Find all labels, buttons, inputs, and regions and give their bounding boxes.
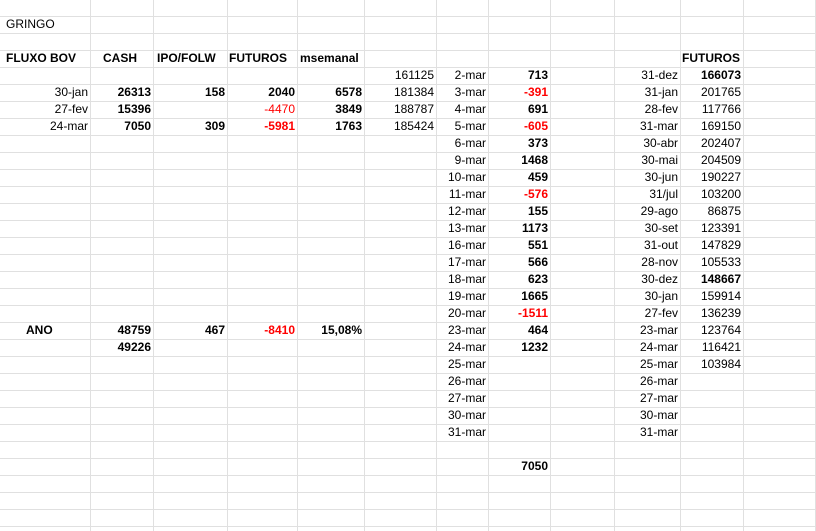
futuros-date[interactable]: 26-mar (639, 374, 678, 388)
futuros-date[interactable]: 28-nov (641, 255, 678, 269)
futuros-date[interactable]: 31-out (643, 238, 678, 252)
daily-value[interactable]: 623 (527, 272, 548, 286)
futuros-date[interactable]: 27-fev (644, 306, 678, 320)
futuros-date[interactable]: 28-fev (644, 102, 678, 116)
daily-date[interactable]: 18-mar (447, 272, 486, 286)
futuros-value[interactable]: 116421 (701, 340, 741, 354)
futuros-value[interactable]: 136239 (700, 306, 741, 320)
daily-value[interactable]: 373 (527, 136, 548, 150)
daily-value[interactable]: 691 (527, 102, 548, 116)
futuros-date[interactable]: 30-mai (641, 153, 678, 167)
futuros-value[interactable]: 123391 (700, 221, 741, 235)
grid-vline (227, 0, 228, 531)
grid-vline (297, 0, 298, 531)
daily-date[interactable]: 2-mar (454, 68, 486, 82)
header-futuros[interactable]: FUTUROS (229, 51, 287, 65)
daily-date[interactable]: 23-mar (447, 323, 486, 337)
futuros-value[interactable]: 190227 (700, 170, 741, 184)
header-fluxo-bov[interactable]: FLUXO BOV (6, 51, 77, 65)
daily-date[interactable]: 12-mar (447, 204, 486, 218)
ano-ipo[interactable]: 467 (204, 323, 225, 337)
daily-date[interactable]: 24-mar (447, 340, 486, 354)
daily-date[interactable]: 26-mar (447, 374, 486, 388)
daily-date[interactable]: 13-mar (447, 221, 486, 235)
flow-futuros[interactable]: -5981 (264, 119, 295, 133)
flow-msemanal[interactable]: 1763 (335, 119, 362, 133)
daily-value[interactable]: 155 (527, 204, 548, 218)
daily-date[interactable]: 17-mar (447, 255, 486, 269)
daily-date[interactable]: 16-mar (447, 238, 486, 252)
g-value[interactable]: 185424 (393, 119, 434, 133)
header-msemanal[interactable]: msemanal (300, 51, 359, 65)
futuros-date[interactable]: 31-mar (639, 119, 678, 133)
futuros-date[interactable]: 31-jan (644, 85, 678, 99)
daily-value[interactable] (488, 390, 550, 407)
flow-ipo[interactable]: 309 (204, 119, 225, 133)
grid-hline (0, 33, 816, 34)
daily-value[interactable]: -1511 (517, 306, 548, 320)
daily-value[interactable]: 566 (527, 255, 548, 269)
futuros-value[interactable] (680, 407, 743, 424)
ano-msemanal[interactable]: 15,08% (321, 323, 362, 337)
ano-cash-total[interactable]: 49226 (117, 340, 151, 354)
daily-date[interactable]: 3-mar (454, 85, 486, 99)
flow-ipo[interactable]: 158 (204, 85, 225, 99)
flow-futuros[interactable]: -4470 (264, 102, 295, 116)
flow-date[interactable]: 27-fev (54, 102, 88, 116)
futuros-date[interactable]: 25-mar (639, 357, 678, 371)
futuros-value[interactable]: 117766 (701, 102, 741, 116)
ano-futuros[interactable]: -8410 (264, 323, 295, 337)
header-futuros-right[interactable]: FUTUROS (682, 51, 740, 65)
futuros-date[interactable]: 30-jun (644, 170, 678, 184)
daily-date[interactable]: 6-mar (454, 136, 486, 150)
futuros-value[interactable]: 159914 (700, 289, 741, 303)
daily-value[interactable]: -391 (523, 85, 548, 99)
futuros-value[interactable]: 103984 (700, 357, 741, 371)
daily-date[interactable]: 31-mar (447, 425, 486, 439)
ano-cash[interactable]: 48759 (117, 323, 151, 337)
daily-value[interactable] (488, 407, 550, 424)
futuros-date[interactable]: 29-ago (640, 204, 678, 218)
g-value[interactable]: 161125 (394, 68, 434, 82)
flow-date[interactable]: 30-jan (54, 85, 88, 99)
grid-hline (0, 475, 816, 476)
daily-value[interactable]: -576 (523, 187, 548, 201)
daily-value[interactable] (488, 356, 550, 373)
daily-value[interactable]: 713 (527, 68, 548, 82)
g-value[interactable]: 188787 (393, 102, 434, 116)
header-cash[interactable]: CASH (103, 51, 138, 65)
futuros-date[interactable]: 30-jan (644, 289, 678, 303)
daily-value[interactable]: 1173 (521, 221, 548, 235)
grid-hline (0, 458, 816, 459)
futuros-value[interactable] (680, 373, 743, 390)
daily-date[interactable]: 27-mar (447, 391, 486, 405)
flow-msemanal[interactable]: 6578 (335, 85, 362, 99)
daily-date[interactable]: 4-mar (454, 102, 486, 116)
daily-total[interactable]: 7050 (521, 459, 548, 473)
sheet-title[interactable]: GRINGO (6, 17, 55, 31)
flow-cash[interactable]: 7050 (124, 119, 151, 133)
futuros-value[interactable]: 123764 (700, 323, 741, 337)
grid-hline (0, 492, 816, 493)
flow-cash[interactable]: 15396 (117, 102, 151, 116)
futuros-value[interactable]: 103200 (700, 187, 741, 201)
daily-date[interactable]: 20-mar (447, 306, 486, 320)
daily-value[interactable] (488, 424, 550, 441)
futuros-value[interactable]: 204509 (700, 153, 741, 167)
daily-value[interactable] (488, 373, 550, 390)
daily-value[interactable]: 1232 (521, 340, 548, 354)
futuros-date[interactable]: 27-mar (639, 391, 678, 405)
futuros-date[interactable]: 31-dez (641, 68, 678, 82)
futuros-value[interactable]: 148667 (700, 272, 741, 286)
futuros-value[interactable]: 105533 (700, 255, 741, 269)
flow-futuros[interactable]: 2040 (268, 85, 295, 99)
header-ipo-folw[interactable]: IPO/FOLW (157, 51, 216, 65)
grid-vline (550, 0, 551, 531)
daily-date[interactable]: 9-mar (454, 153, 486, 167)
futuros-value[interactable]: 166073 (700, 68, 741, 82)
daily-date[interactable]: 19-mar (447, 289, 486, 303)
ano-label[interactable]: ANO (26, 323, 53, 337)
daily-value[interactable]: 551 (527, 238, 548, 252)
futuros-date[interactable]: 30-mar (639, 408, 678, 422)
daily-date[interactable]: 5-mar (454, 119, 486, 133)
futuros-value[interactable]: 201765 (700, 85, 741, 99)
futuros-date[interactable]: 30-dez (641, 272, 678, 286)
grid-vline (743, 0, 744, 531)
futuros-date[interactable]: 23-mar (639, 323, 678, 337)
futuros-value[interactable]: 169150 (700, 119, 741, 133)
daily-date[interactable]: 25-mar (447, 357, 486, 371)
daily-value[interactable]: 459 (527, 170, 548, 184)
daily-value[interactable]: 1468 (521, 153, 548, 167)
daily-value[interactable]: 464 (527, 323, 548, 337)
futuros-value[interactable]: 147829 (700, 238, 741, 252)
grid-hline (0, 526, 816, 527)
futuros-date[interactable]: 24-mar (639, 340, 678, 354)
daily-value[interactable]: 1665 (521, 289, 548, 303)
flow-msemanal[interactable]: 3849 (335, 102, 362, 116)
futuros-date[interactable]: 30-set (644, 221, 678, 235)
daily-date[interactable]: 11-mar (448, 187, 486, 201)
daily-value[interactable]: -605 (523, 119, 548, 133)
flow-cash[interactable]: 26313 (117, 85, 151, 99)
grid-vline (90, 0, 91, 531)
flow-date[interactable]: 24-mar (49, 119, 88, 133)
futuros-value[interactable] (680, 424, 743, 441)
g-value[interactable]: 181384 (393, 85, 434, 99)
futuros-date[interactable]: 31/jul (649, 187, 678, 201)
futuros-date[interactable]: 31-mar (639, 425, 678, 439)
futuros-value[interactable]: 86875 (707, 204, 741, 218)
grid-vline (153, 0, 154, 531)
daily-date[interactable]: 30-mar (447, 408, 486, 422)
daily-date[interactable]: 10-mar (447, 170, 486, 184)
grid-hline (0, 509, 816, 510)
grid-hline (0, 441, 816, 442)
futuros-date[interactable]: 30-abr (643, 136, 678, 150)
futuros-value[interactable]: 202407 (700, 136, 741, 150)
flow-ipo[interactable] (153, 101, 227, 118)
futuros-value[interactable] (680, 390, 743, 407)
